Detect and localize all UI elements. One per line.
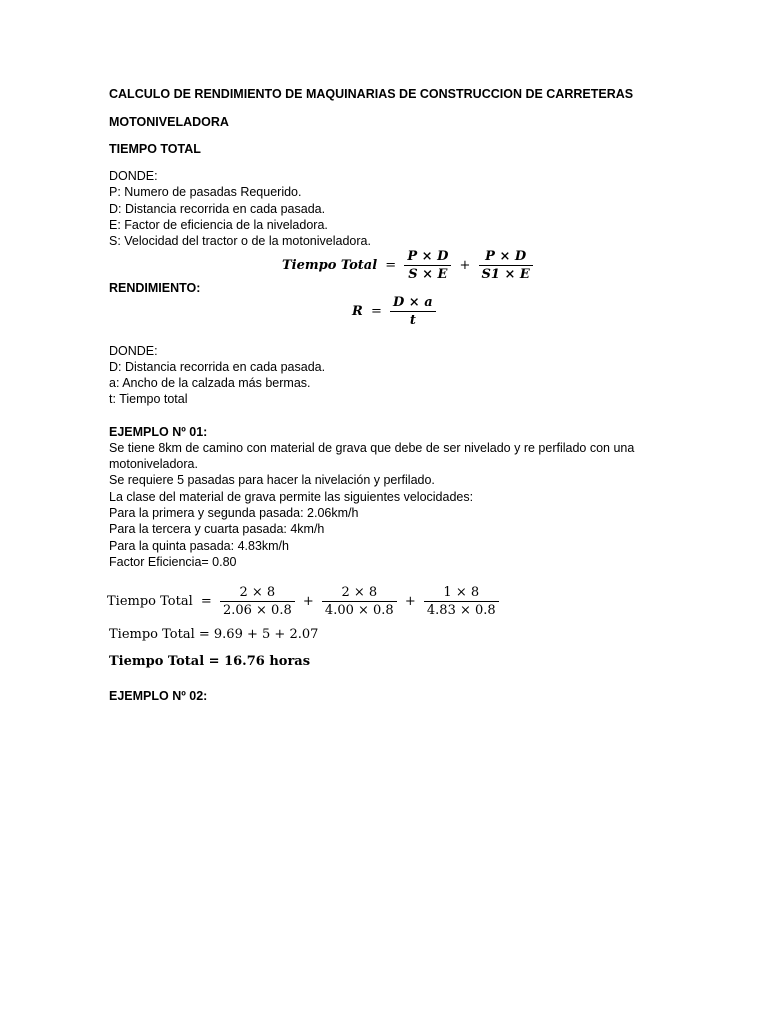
calc-fraction-2 <box>322 584 397 619</box>
definition-p: P: Numero de pasadas Requerido. <box>109 185 302 199</box>
definition-e: E: Factor de eficiencia de la niveladora. <box>109 218 328 232</box>
ejemplo-1-line: motoniveladora. <box>109 457 198 471</box>
definition-d: D: Distancia recorrida en cada pasada. <box>109 202 326 216</box>
rendimiento-denominator: t <box>409 313 416 328</box>
calculation-fractions <box>105 584 501 619</box>
calculation-result: Tiempo Total = 16.76 horas <box>109 654 311 669</box>
calc-fraction-1-denominator: 2.06 × 0.8 <box>222 603 292 618</box>
donde-heading-1: DONDE: <box>109 169 158 183</box>
formula-tiempo-total <box>280 248 535 283</box>
fraction-2-denominator: S1 × E <box>481 267 530 282</box>
rendimiento-numerator: D × a <box>390 294 436 312</box>
definition-a: a: Ancho de la calzada más bermas. <box>109 376 311 390</box>
document-title: CALCULO DE RENDIMIENTO DE MAQUINARIAS DE CONSTRUCCION DE CARRETERAS <box>109 87 634 101</box>
calc-plus: + <box>302 594 314 609</box>
calc-fraction-2-denominator: 4.00 × 0.8 <box>324 603 394 618</box>
formula-plus: + <box>459 258 471 273</box>
fraction-2-numerator: P × D <box>479 248 533 266</box>
section-motoniveladora: MOTONIVELADORA <box>109 115 229 129</box>
ejemplo-1-line: Se tiene 8km de camino con material de grava que debe de ser nivelado y re perfilado con una <box>109 441 635 455</box>
calc-fraction-1-numerator: 2 × 8 <box>220 584 295 602</box>
ejemplo-1-line: Para la tercera y cuarta pasada: 4km/h <box>109 522 325 536</box>
calc-lhs: Tiempo Total <box>107 594 193 609</box>
fraction-1-denominator: S × E <box>408 267 448 282</box>
ejemplo-1-line: Para la quinta pasada: 4.83km/h <box>109 539 289 553</box>
formula-lhs: Tiempo Total <box>282 258 378 273</box>
fraction-1-numerator: P × D <box>404 248 451 266</box>
calc-fraction-1 <box>220 584 295 619</box>
formula-equals: = <box>385 258 397 273</box>
section-tiempo-total: TIEMPO TOTAL <box>109 142 201 156</box>
calc-fraction-3 <box>424 584 499 619</box>
definition-t: t: Tiempo total <box>109 392 188 406</box>
rendimiento-heading: RENDIMIENTO: <box>109 281 201 295</box>
ejemplo-1-line: Se requiere 5 pasadas para hacer la nivelación y perfilado. <box>109 473 435 487</box>
donde-heading-2: DONDE: <box>109 344 158 358</box>
calc-fraction-3-denominator: 4.83 × 0.8 <box>426 603 496 618</box>
definition-d-2: D: Distancia recorrida en cada pasada. <box>109 360 326 374</box>
ejemplo-1-line: La clase del material de grava permite las siguientes velocidades: <box>109 490 474 504</box>
calc-plus: + <box>404 594 416 609</box>
definition-s: S: Velocidad del tractor o de la motoniveladora. <box>109 234 371 248</box>
formula-rendimiento <box>350 294 438 329</box>
ejemplo-1-heading: EJEMPLO Nº 01: <box>109 425 208 439</box>
calc-fraction-3-numerator: 1 × 8 <box>424 584 499 602</box>
fraction-2 <box>479 248 533 283</box>
fraction-1 <box>404 248 451 283</box>
calculation-sum: Tiempo Total = 9.69 + 5 + 2.07 <box>109 627 319 642</box>
ejemplo-1-line: Factor Eficiencia= 0.80 <box>109 555 237 569</box>
calc-fraction-2-numerator: 2 × 8 <box>322 584 397 602</box>
rendimiento-lhs: R <box>352 304 363 319</box>
rendimiento-equals: = <box>370 304 382 319</box>
rendimiento-fraction <box>390 294 436 329</box>
ejemplo-1-line: Para la primera y segunda pasada: 2.06km/h <box>109 506 359 520</box>
ejemplo-2-heading: EJEMPLO Nº 02: <box>109 689 208 703</box>
calc-equals: = <box>200 594 212 609</box>
